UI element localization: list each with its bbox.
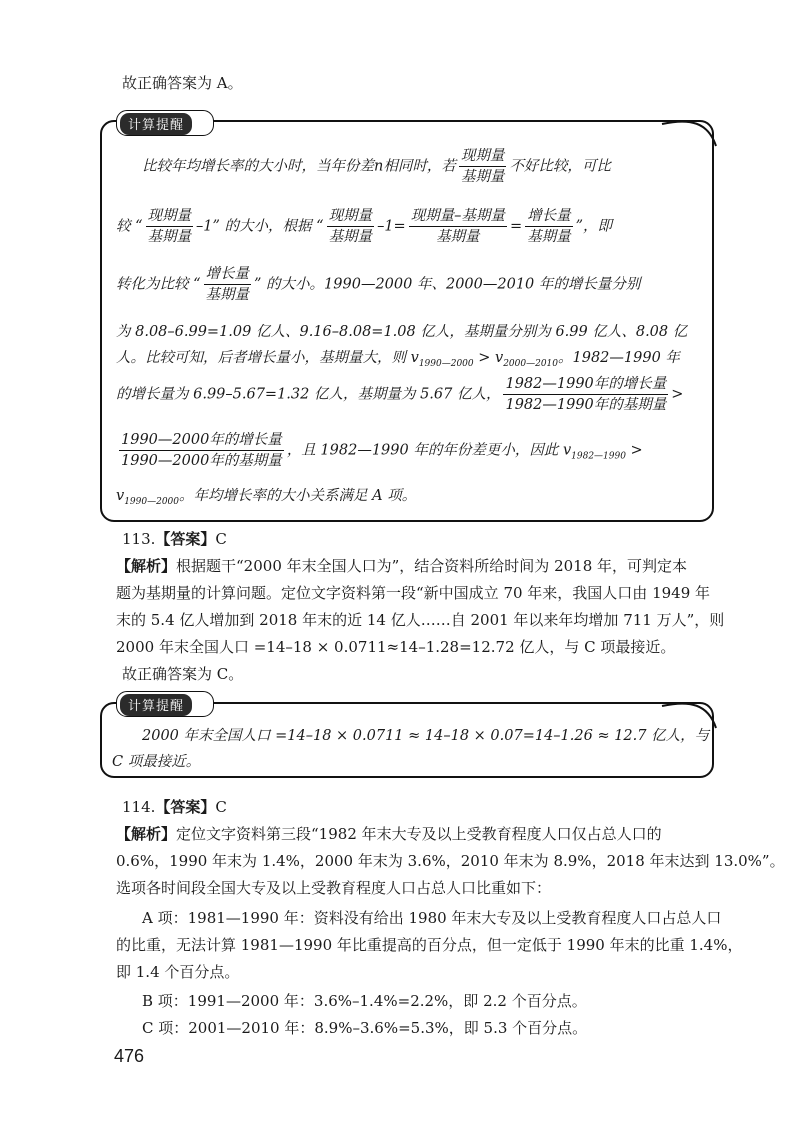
q114-option-a-line-3: 即 1.4 个百分点。	[116, 963, 240, 981]
q113-analysis-line-3: 末的 5.4 亿人增加到 2018 年末的近 14 亿人……自 2001 年以来年均增加 711 万人”，则	[116, 611, 725, 629]
q113-answer-header: 113.【答案】C	[122, 530, 227, 548]
box1-line-7: $\frac{\text{1990—2000年的增长量}}{\text{1990—2000年的基期量}}$ ，且 1982—1990 年的年份差更小，因此 $v_{1982—1990}$ >	[121, 432, 643, 469]
q114-option-c: C 项：2001—2010 年：8.9%–3.6%=5.3%，即 5.3 个百分点。	[142, 1019, 588, 1037]
box1-line-8: $v_{1990—2000}$。年均增长率的大小关系满足 A 项。	[116, 488, 417, 507]
q113-analysis-line-1: 【解析】根据题干“2000 年末全国人口为”，结合资料所给时间为 2018 年，可判定本	[116, 557, 688, 575]
calc-reminder-tag-1: 计算提醒	[120, 113, 192, 135]
q114-analysis-line-3: 选项各时间段全国大专及以上受教育程度人口占总人口比重如下：	[116, 879, 552, 897]
page-number: 476	[114, 1046, 145, 1066]
box2-line-1: 2000 年末全国人口 =14–18 × 0.0711 ≈ 14–18 × 0.07=14–1.26 ≈ 12.7 亿人，与	[142, 728, 710, 744]
calc-reminder-tag-2: 计算提醒	[120, 694, 192, 716]
answer-conclusion-112: 故正确答案为 A。	[122, 74, 243, 92]
q114-option-a-line-2: 的比重，无法计算 1981—1990 年比重提高的百分点，但一定低于 1990 年末的比重 1.4%，	[116, 936, 743, 954]
box2-line-2: C 项最接近。	[112, 754, 201, 770]
box1-line-1: 比较年均增长率的大小时，当年份差n相同时，若 $\frac{\text{现期量}}{\text{基期量}}$ 不好比较，可比	[142, 148, 611, 185]
q114-option-a-line-1: A 项：1981—1990 年：资料没有给出 1980 年末大专及以上受教育程度人口占总人口	[142, 909, 722, 927]
box1-line-4: 为 8.08–6.99=1.09 亿人、9.16–8.08=1.08 亿人，基期量分别为 6.99 亿人、8.08 亿	[116, 324, 688, 340]
q113-analysis-line-2: 题为基期量的计算问题。定位文字资料第一段“新中国成立 70 年来，我国人口由 1949 年	[116, 584, 711, 602]
box1-line-5: 人。比较可知，后者增长量小，基期量大，则 $v_{1990—2000} > v_{2000—2010}$。1982—1990 年	[116, 350, 680, 369]
box1-line-6: 的增长量为 6.99–5.67=1.32 亿人，基期量为 5.67 亿人， $\frac{\text{1982—1990年的增长量}}{\text{1982—1990年的基期量}}$ >	[116, 376, 684, 413]
q113-analysis-line-4: 2000 年末全国人口 =14–18 × 0.0711≈14–1.28=12.72 亿人，与 C 项最接近。	[116, 638, 676, 656]
q114-option-b: B 项：1991—2000 年：3.6%–1.4%=2.2%，即 2.2 个百分点。	[142, 992, 587, 1010]
box-corner-curl-icon	[660, 112, 720, 152]
q114-analysis-line-1: 【解析】定位文字资料第三段“1982 年末大专及以上受教育程度人口仅占总人口的	[116, 825, 662, 843]
q114-analysis-line-2: 0.6%，1990 年末为 1.4%，2000 年末为 3.6%，2010 年末为 8.9%，2018 年末达到 13.0%”。	[116, 852, 785, 870]
q113-conclusion: 故正确答案为 C。	[122, 665, 244, 683]
box1-line-3: 转化为比较 “ $\frac{\text{增长量}}{\text{基期量}}$ ” 的大小。1990—2000 年、2000—2010 年的增长量分别	[116, 266, 641, 303]
q114-answer-header: 114.【答案】C	[122, 798, 227, 816]
box1-line-2: 较 “ $\frac{\text{现期量}}{\text{基期量}}$ –1” 的大小，根据 “ $\frac{\text{现期量}}{\text{基期量}}$ –1= $\frac{\text{现期量–基期量}}{\text{基期量}}$ = $\frac{\text{增长量}}{\text{基期量}}$ ”，即	[116, 208, 613, 245]
